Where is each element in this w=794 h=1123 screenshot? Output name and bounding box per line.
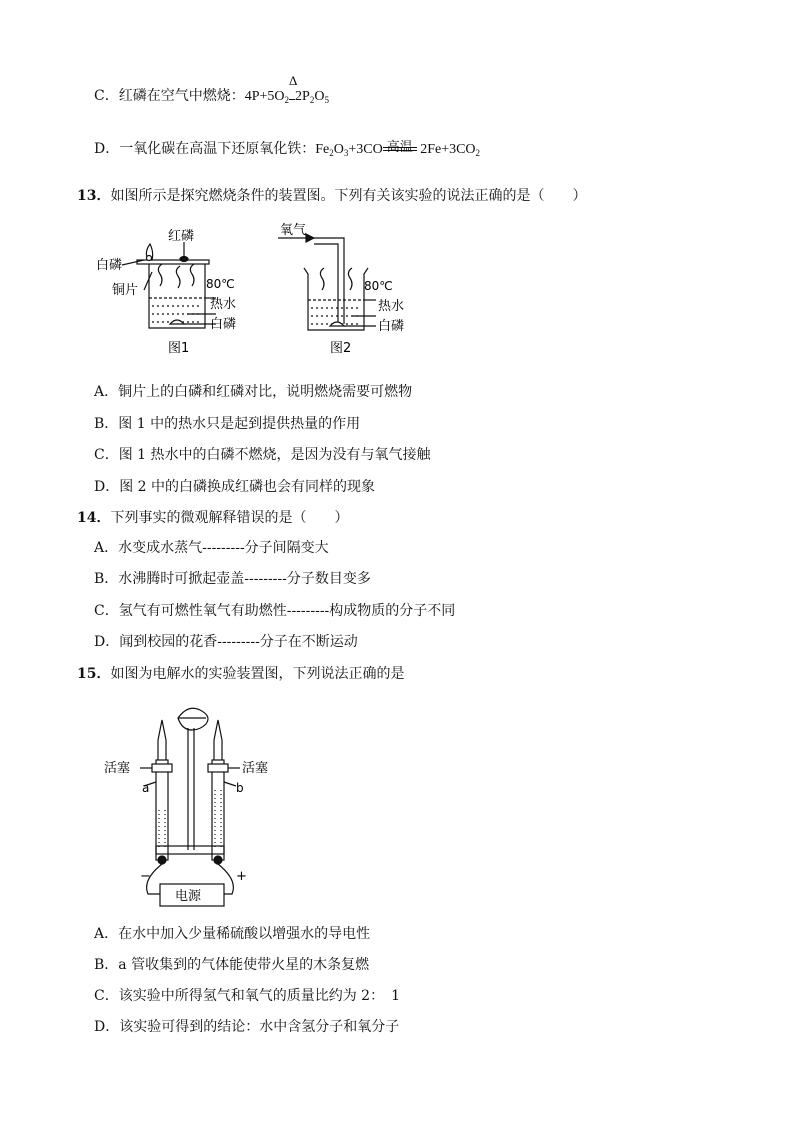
caption-fig-1: 图1 [168, 341, 190, 356]
white-phosphorus-underwater [170, 320, 184, 324]
label-copper-sheet: 铜片 [112, 283, 139, 298]
q13-option-d[interactable]: D．图 2 中的白磷换成红磷也会有同样的现象 [94, 479, 376, 495]
label-oxygen: 氧气 [280, 223, 307, 238]
combustion-figure [92, 220, 422, 360]
label-temp-1: 80℃ [206, 277, 235, 291]
tube-a [156, 760, 168, 860]
beaker-2 [304, 268, 368, 330]
caption-fig-2: 图2 [330, 341, 352, 356]
label-hot-water-2: 热水 [378, 299, 405, 314]
q14-option-d[interactable]: D．闻到校园的花香---------分子在不断运动 [94, 634, 358, 650]
q15-option-b[interactable]: B．a 管收集到的气体能使带火星的木条复燃 [94, 957, 370, 973]
figure-2 [278, 234, 376, 330]
q14-stem: 14．下列事实的微观解释错误的是（ ） [77, 510, 349, 526]
q13-option-c[interactable]: C．图 1 热水中的白磷不燃烧，是因为没有与氧气接触 [94, 447, 431, 463]
label-red-phosphorus: 红磷 [168, 229, 195, 244]
label-power: 电源 [175, 889, 202, 904]
q12-option-c[interactable]: C．红磷在空气中燃烧：$4P+5O_2$ Δ $2P_2O_5$ [94, 73, 329, 105]
label-stopcock-right: 活塞 [242, 761, 269, 776]
q15-stem: 15．如图为电解水的实验装置图，下列说法正确的是 [77, 666, 405, 682]
label-temp-2: 80℃ [364, 279, 393, 293]
label-stopcock-left: 活塞 [104, 761, 131, 776]
q14-option-a[interactable]: A．水变成水蒸气---------分子间隔变大 [94, 540, 329, 556]
q13-stem: 13．如图所示是探究燃烧条件的装置图。下列有关该实验的说法正确的是（ ） [77, 188, 587, 204]
red-phosphorus-dot [180, 257, 188, 262]
label-white-phosphorus-top: 白磷 [96, 258, 123, 273]
arrow-icon [306, 234, 314, 242]
label-plus: + [236, 869, 247, 884]
tube-b [212, 760, 224, 860]
q15-option-c[interactable]: C．该实验中所得氢气和氧气的质量比约为 2： 1 [94, 988, 400, 1004]
reservoir-bulb [178, 708, 208, 730]
q14-option-b[interactable]: B．水沸腾时可掀起壶盖---------分子数目变多 [94, 571, 371, 587]
q15-option-a[interactable]: A．在水中加入少量稀硫酸以增强水的导电性 [94, 926, 371, 942]
label-tube-b: b [236, 781, 244, 795]
q13-option-b[interactable]: B．图 1 中的热水只是起到提供热量的作用 [94, 416, 361, 432]
q12-option-d[interactable]: D．一氧化碳在高温下还原氧化铁：$Fe_2O_3+3CO$ 高温 $2Fe+3CO_2$ [94, 139, 481, 158]
stopcock-right-icon [208, 764, 228, 772]
oxygen-tube [314, 238, 344, 324]
label-white-phosphorus-1: 白磷 [210, 317, 237, 332]
label-white-phosphorus-2: 白磷 [378, 319, 405, 334]
q13-option-a[interactable]: A．铜片上的白磷和红磷对比，说明燃烧需要可燃物 [94, 384, 413, 400]
electrolysis-figure [100, 700, 290, 910]
label-hot-water-1: 热水 [210, 297, 237, 312]
label-minus: − [140, 869, 151, 884]
left-tube-tip [158, 720, 166, 740]
stopcock-left-icon [152, 764, 172, 772]
right-tube-tip [214, 720, 222, 740]
white-phosphorus-2 [330, 322, 344, 326]
q14-option-c[interactable]: C．氢气有可燃性氧气有助燃性---------构成物质的分子不同 [94, 603, 456, 619]
label-tube-a: a [142, 781, 150, 795]
heat-condition: Δ [289, 87, 295, 107]
q15-option-d[interactable]: D．该实验可得到的结论：水中含氢分子和氧分子 [94, 1019, 400, 1035]
